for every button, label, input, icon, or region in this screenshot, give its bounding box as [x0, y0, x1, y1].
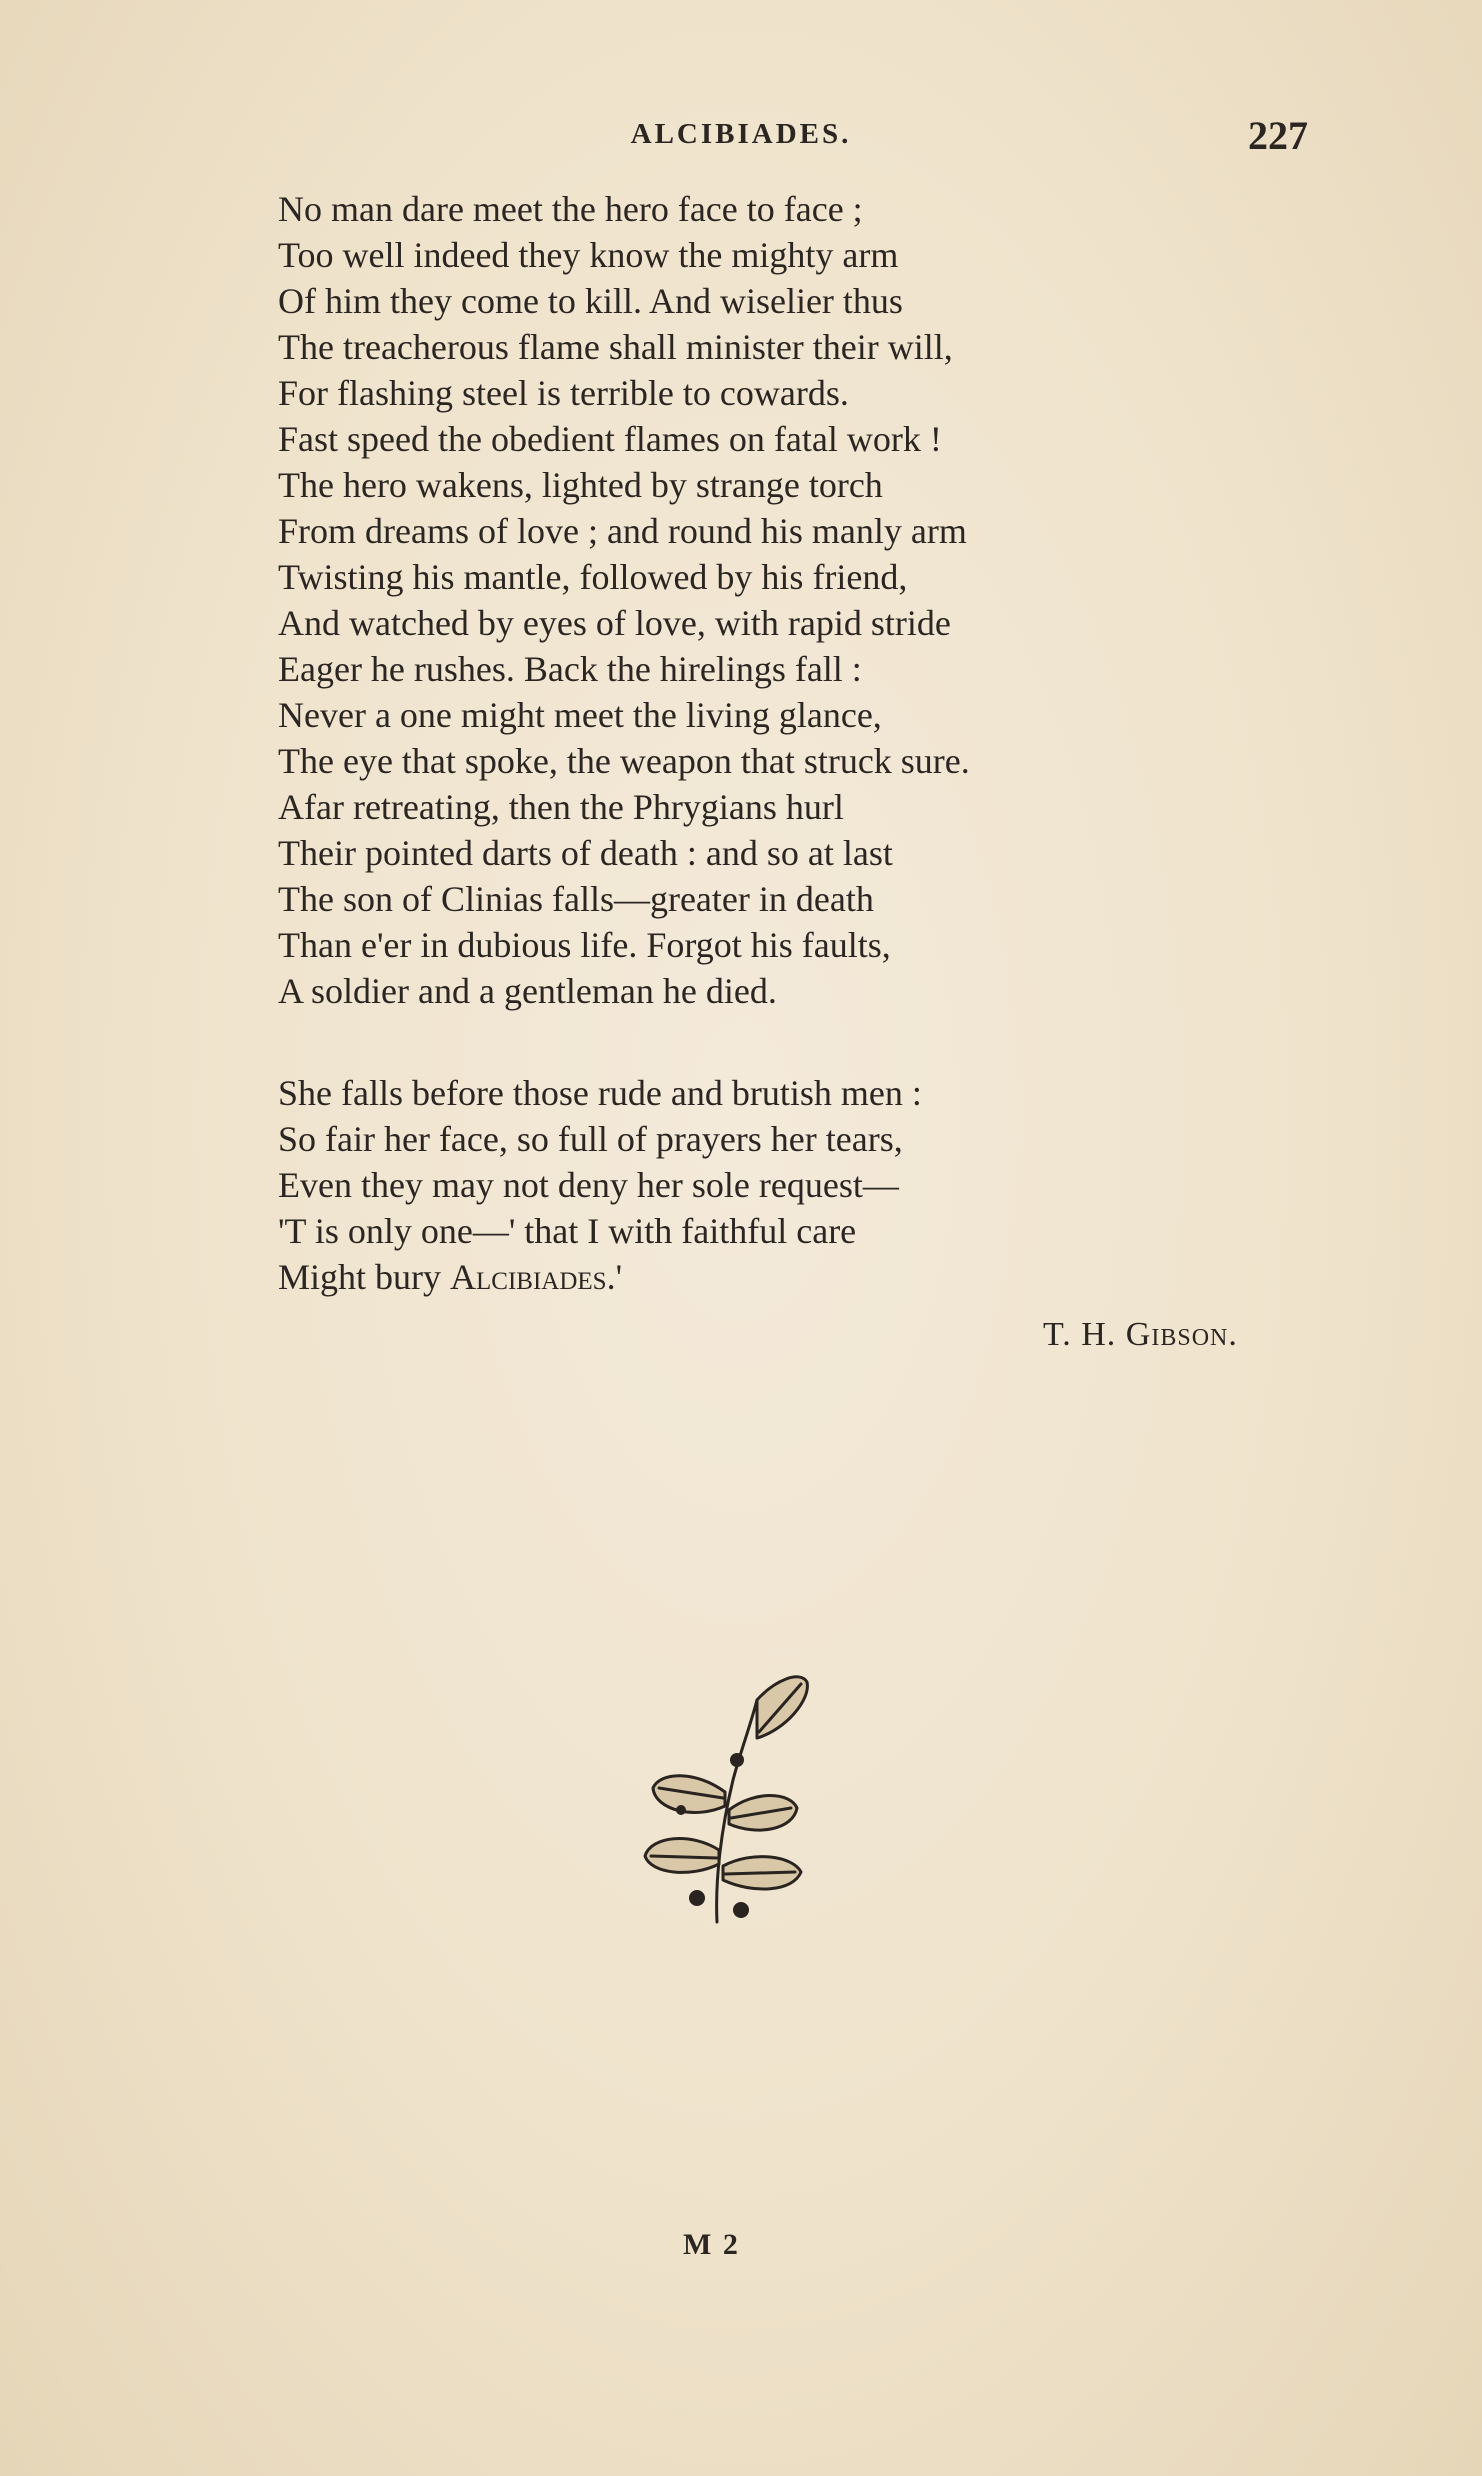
poem-line: The treacherous flame shall minister their will, [278, 327, 953, 367]
poem-line: And watched by eyes of love, with rapid stride [278, 603, 951, 643]
running-title: ALCIBIADES. [630, 118, 852, 150]
poem-line: The hero wakens, lighted by strange torch [278, 465, 883, 505]
poem-line: Of him they come to kill. And wiselier thus [278, 281, 903, 321]
poem-line-final [278, 1254, 1278, 1300]
author-signature: T. H. Gibson. [1043, 1316, 1238, 1353]
poem-line: No man dare meet the hero face to face ; [278, 189, 863, 229]
final-line-prefix: Might bury [278, 1257, 451, 1297]
poem-line: Fast speed the obedient flames on fatal work ! [278, 419, 942, 459]
poem-line: Eager he rushes. Back the hirelings fall : [278, 649, 862, 689]
poem-line: The son of Clinias falls—greater in death [278, 879, 874, 919]
poem-line: Their pointed darts of death : and so at last [278, 833, 893, 873]
poem-line: Never a one might meet the living glance, [278, 695, 882, 735]
poem-line: So fair her face, so full of prayers her tears, [278, 1119, 903, 1159]
poem-line: 'T is only one—' that I with faithful care [278, 1211, 857, 1251]
poem-line: She falls before those rude and brutish men : [278, 1073, 922, 1113]
poem-line: From dreams of love ; and round his manly arm [278, 511, 967, 551]
poem-line: A soldier and a gentleman he died. [278, 971, 777, 1011]
poem-line: Too well indeed they know the mighty arm [278, 235, 899, 275]
page-number: 227 [1248, 113, 1308, 158]
poem-line: Even they may not deny her sole request— [278, 1165, 899, 1205]
poem-line: Than e'er in dubious life. Forgot his faults, [278, 925, 891, 965]
poem-stanza-1 [278, 186, 1278, 1014]
poem-line: Twisting his mantle, followed by his friend, [278, 557, 908, 597]
poem-stanza-2 [278, 1070, 1278, 1300]
signature-mark: M 2 [683, 2228, 740, 2261]
poem-line: Afar retreating, then the Phrygians hurl [278, 787, 844, 827]
leaf-sprig-icon [625, 1660, 825, 1940]
poem-line: For flashing steel is terrible to cowards. [278, 373, 849, 413]
final-line-name: Alcibiades.' [450, 1257, 623, 1297]
poem-line: The eye that spoke, the weapon that struck sure. [278, 741, 970, 781]
